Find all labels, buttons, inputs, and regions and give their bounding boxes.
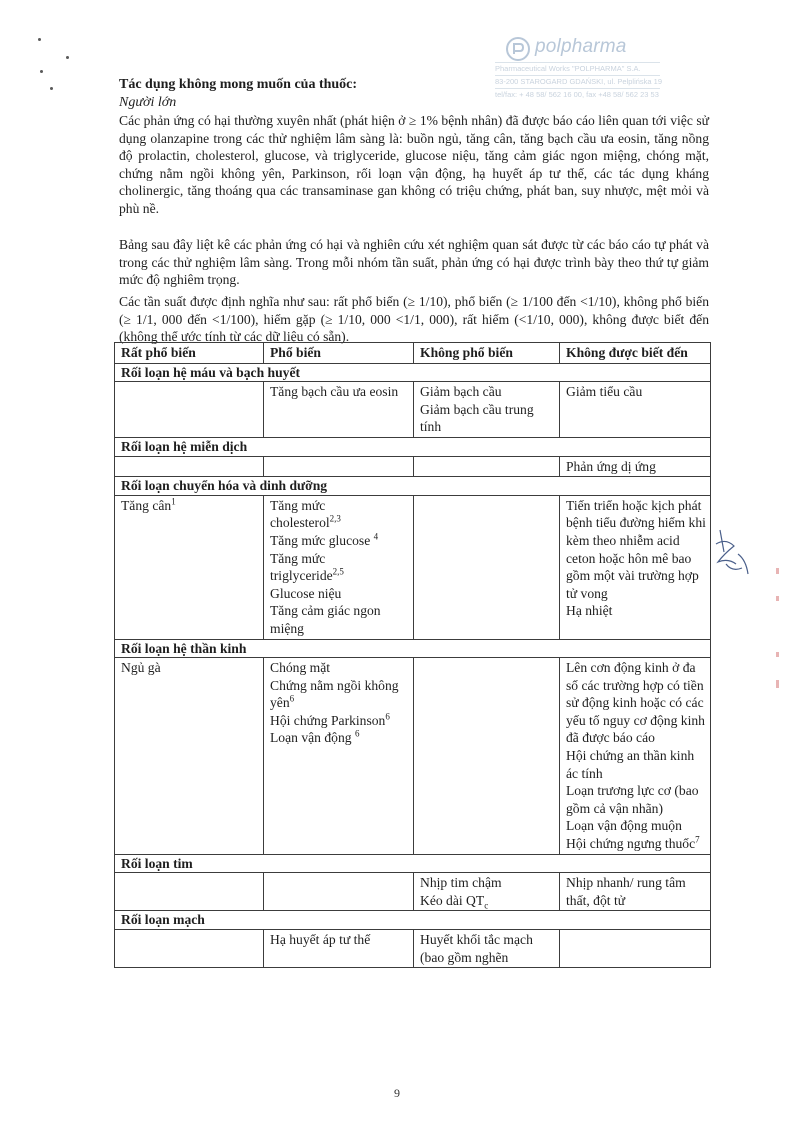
logo-mark-icon — [505, 36, 531, 62]
table-cell: Tăng bạch cầu ưa eosin — [264, 382, 414, 438]
footnote-ref: 2,3 — [329, 513, 341, 524]
table-cell: Nhịp nhanh/ rung tâm thất, đột tử — [560, 873, 711, 911]
cell-line: Loạn vận động muộn — [566, 818, 682, 834]
section-subheading: Người lớn — [119, 95, 177, 110]
cell-line — [270, 729, 409, 747]
section-row — [115, 437, 711, 456]
cell-line: Hội chứng an thần kinh ác tính — [566, 748, 695, 781]
corner-mark — [38, 38, 41, 41]
table-cell — [115, 456, 264, 477]
footnote-ref: 1 — [171, 496, 176, 507]
section-heading: Tác dụng không mong muốn của thuốc: — [119, 77, 358, 92]
table-cell — [264, 658, 414, 855]
table-cell: Huyết khối tắc mạch (bao gồm nghẽn — [414, 930, 560, 968]
table-cell — [560, 495, 711, 639]
cell-text: Tăng mức glucose — [270, 532, 371, 548]
table-cell — [115, 873, 264, 911]
cell-text: Hội chứng ngưng thuốc — [566, 836, 696, 852]
cell-line: Hạ nhiệt — [566, 603, 613, 619]
cell-line: Tăng mức — [270, 497, 326, 513]
header-not-known: Không được biết đến — [560, 343, 711, 364]
table-cell — [115, 930, 264, 968]
cell-text: Loạn vận động — [270, 730, 355, 746]
cell-text: Tăng cân — [121, 497, 172, 513]
cell-line — [270, 567, 409, 585]
cell-line: Tăng mức — [270, 550, 326, 566]
table-cell — [414, 456, 560, 477]
table-cell — [414, 658, 560, 855]
table-row — [115, 658, 711, 855]
stamp-line: tel/fax: + 48 58/ 562 16 00, fax +48 58/ 562 23 53 — [495, 90, 659, 99]
cell-text: Chứng nằm ngồi không yên — [270, 677, 399, 711]
section-row — [115, 363, 711, 382]
subscript: c — [484, 900, 489, 911]
section-row — [115, 911, 711, 930]
cell-text: Kéo dài QT — [420, 892, 485, 908]
cell-line: Chóng mặt — [270, 660, 331, 676]
table-row — [115, 495, 711, 639]
adverse-reactions-table — [114, 342, 711, 968]
section-blood: Rối loạn hệ máu và bạch huyết — [115, 363, 711, 382]
footnote-ref: 6 — [385, 711, 390, 722]
footnote-ref: 2,5 — [332, 566, 344, 577]
cell-line: Lên cơn động kinh ở đa số các trường hợp có tiền sử động kinh hoặc có các yếu tố nguy cơ động kinh đã được báo cáo — [566, 660, 705, 746]
footnote-ref: 6 — [354, 728, 360, 739]
corner-mark — [40, 70, 43, 73]
cell-line: Glucose niệu — [270, 585, 342, 601]
cell-line: Giảm bạch cầu trung tính — [420, 401, 534, 435]
header-uncommon: Không phổ biến — [414, 343, 560, 364]
cell-line — [270, 712, 409, 730]
cell-line: Loạn trương lực cơ (bao gồm cả vận nhãn) — [566, 783, 699, 816]
section-vascular: Rối loạn mạch — [115, 911, 711, 930]
page-number: 9 — [394, 1086, 400, 1100]
logo-text: polpharma — [535, 36, 627, 57]
corner-mark — [50, 87, 53, 90]
cell-line — [420, 892, 555, 910]
cell-line: Nhịp tim chậm — [420, 875, 502, 891]
table-cell: Ngủ gà — [115, 658, 264, 855]
table-cell: Hạ huyết áp tư thế — [264, 930, 414, 968]
table-row — [115, 930, 711, 968]
cell-line — [270, 677, 409, 712]
table-cell — [115, 382, 264, 438]
cell-line: Tiến triển hoặc kịch phát bệnh tiểu đường hiếm khi kèm theo nhiễm acid ceton hoặc hôn mê bao gồm một vài trường hợp tử vong — [566, 497, 706, 601]
table-cell — [264, 495, 414, 639]
footnote-ref: 6 — [289, 693, 295, 704]
company-stamp — [495, 62, 663, 101]
header-common: Phổ biến — [264, 343, 414, 364]
table-cell — [560, 658, 711, 855]
cell-text: triglyceride — [270, 568, 333, 584]
cell-line: Giảm bạch cầu — [420, 384, 502, 400]
paragraph-frequent-reactions: Các phản ứng có hại thường xuyên nhất (phát hiện ở ≥ 1% bệnh nhân) đã được báo cáo liên quan tới việc sử dụng olanzapine trong các thử nghiệm lâm sàng là: buồn ngủ, tăng cân, tăng bạch cầu ưa eosin, tăng nồng độ prolactin, cholesterol, glucose, và triglyceride, glucose niệu, tăng cảm giác ngon miệng, chóng mặt, chứng nằm ngồi không yên, Parkinson, rối loạn vận động, hạ huyết áp tư thế, các tác dụng kháng cholinergic, tăng thoáng qua các transaminase gan không có triệu chứng, phát ban, suy nhược, mệt mỏi và phù nề. — [119, 113, 709, 216]
handwritten-signature — [712, 524, 752, 584]
cell-text: cholesterol — [270, 515, 330, 531]
section-cardiac: Rối loạn tim — [115, 854, 711, 873]
table-row — [115, 456, 711, 477]
table-cell: Phản ứng dị ứng — [560, 456, 711, 477]
table-cell — [414, 382, 560, 438]
stamp-line: Pharmaceutical Works "POLPHARMA" S.A. — [495, 62, 660, 75]
footnote-ref: 4 — [373, 531, 379, 542]
section-nervous: Rối loạn hệ thần kinh — [115, 639, 711, 658]
cell-text: Hội chứng Parkinson — [270, 712, 386, 728]
stamp-line: 83-200 STAROGARD GDAŃSKI, ul. Pelplińska 19 — [495, 77, 663, 86]
section-metabolism: Rối loạn chuyển hóa và dinh dưỡng — [115, 477, 711, 496]
cell-line — [566, 835, 706, 853]
footnote-ref: 7 — [695, 834, 700, 845]
table-cell — [414, 873, 560, 911]
section-row — [115, 854, 711, 873]
table-header-row — [115, 343, 711, 364]
polpharma-logo — [505, 36, 635, 62]
section-immune: Rối loạn hệ miễn dịch — [115, 437, 711, 456]
paragraph-frequency-definitions: Các tần suất được định nghĩa như sau: rất phổ biến (≥ 1/10), phổ biến (≥ 1/100 đến <1/10), không phổ biến (≥ 1/1, 000 đến <1/100), hiếm gặp (≥ 1/10, 000 <1/1, 000), rất hiếm (<1/10, 000), không được biết đến (không thể ước tính từ các dữ liệu có sẵn). — [119, 294, 709, 345]
corner-mark — [66, 56, 69, 59]
cell-line — [270, 514, 409, 532]
table-row — [115, 873, 711, 911]
table-row — [115, 382, 711, 438]
paragraph-table-intro: Bảng sau đây liệt kê các phản ứng có hại và nghiên cứu xét nghiệm quan sát được từ các báo cáo tự phát và trong các thử nghiệm lâm sàng. Trong mỗi nhóm tần suất, phản ứng có hại được trình bày theo thứ tự giảm mức độ nghiêm trọng. — [119, 237, 709, 288]
table-cell — [414, 495, 560, 639]
header-very-common: Rất phổ biến — [115, 343, 264, 364]
cell-line — [270, 532, 409, 550]
table-cell: Giảm tiểu cầu — [560, 382, 711, 438]
cell-line: Tăng cảm giác ngon miệng — [270, 603, 381, 636]
table-cell — [115, 495, 264, 639]
table-cell — [264, 873, 414, 911]
table-cell — [560, 930, 711, 968]
table-cell — [264, 456, 414, 477]
section-row — [115, 639, 711, 658]
section-row — [115, 477, 711, 496]
